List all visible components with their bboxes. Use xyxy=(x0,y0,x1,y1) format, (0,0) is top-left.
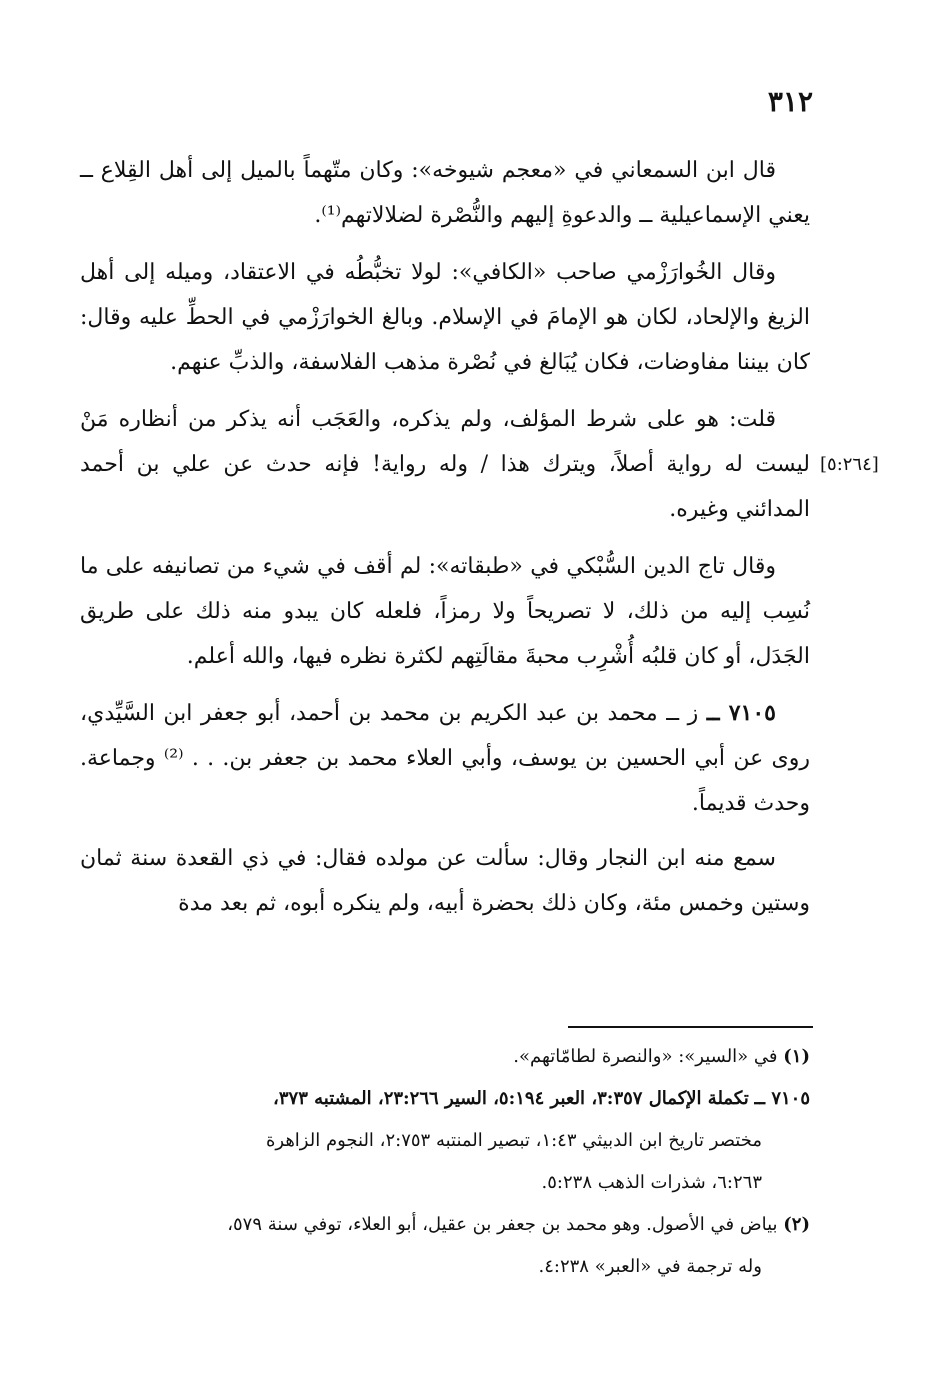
footnote-1 xyxy=(80,1040,810,1074)
margin-reference: [٥:٢٦٤] xyxy=(820,454,879,475)
footnote-2-cont: وله ترجمة في «العبر» ٤:٢٣٨. xyxy=(538,1256,762,1277)
page-number: ٣١٢ xyxy=(767,85,813,118)
paragraph-entry-7105 xyxy=(80,691,810,826)
footnote-sources-marker: ٧١٠٥ ــ xyxy=(754,1088,810,1109)
footnotes xyxy=(80,1040,810,1292)
paragraph-ibn-najjar: سمع منه ابن النجار وقال: سألت عن مولده فقال: في ذي القعدة سنة ثمان وستين وخمس مئة، وكان ذلك بحضرة أبيه، ولم ينكره أبوه، ثم بعد مدة xyxy=(80,846,810,916)
main-text xyxy=(80,148,879,938)
footnote-1-text: في «السير»: «والنصرة لطامّاتهم». xyxy=(513,1046,778,1067)
entry-text: ز ــ محمد بن عبد الكريم بن محمد بن أحمد، أبو جعفر ابن السَّيِّدي، روى عن أبي الحسين بن يوسف، وأبي العلاء محمد بن جعفر بن. . . ⁽²⁾ وجماعة. وحدث قديماً. xyxy=(80,701,810,816)
footnote-sources-cont-1: مختصر تاريخ ابن الدبيثي ١:٤٣، تبصير المنتبه ٢:٧٥٣، النجوم الزاهرة xyxy=(265,1130,762,1151)
paragraph-subki: وقال تاج الدين السُّبْكي في «طبقاته»: لم أقف في شيء من تصانيفه على ما نُسِب إليه من ذلك، لا تصريحاً ولا رمزاً، فلعله كان يبدو منه ذلك على طريق الجَدَل، أو كان قلبُه أُشْرِب محبةَ مقالَتِهم لكثرة نظره فيها، والله أعلم. xyxy=(80,554,810,669)
entry-number: ٧١٠٥ ــ xyxy=(706,700,776,726)
footnote-2 xyxy=(80,1208,810,1242)
paragraph-khwarazmi: وقال الخُوارَزْمي صاحب «الكافي»: لولا تخبُّطُه في الاعتقاد، وميله إلى أهل الزيغ والإلحاد، لكان هو الإمامَ في الإسلام. وبالغ الخوارَزْمي في الحطِّ عليه وقال: كان بيننا مفاوضات، فكان يُبَالغ في نُصْرة مذهب الفلاسفة، والذبِّ عنهم. xyxy=(80,260,810,375)
paragraph-samani: قال ابن السمعاني في «معجم شيوخه»: وكان متّهماً بالميل إلى أهل القِلاع ــ يعني الإسماعيلية ــ والدعوةِ إليهم والنُّصْرة لضلالاتهم⁽¹⁾. xyxy=(80,158,810,228)
paragraph-author-note: قلت: هو على شرط المؤلف، ولم يذكره، والعَجَب أنه يذكر من أنظاره مَنْ ليست له رواية أصلاً، ويترك هذا / وله رواية! فإنه حدث عن علي بن أحمد المدائني وغيره. xyxy=(80,407,810,522)
footnote-1-marker: (١) xyxy=(783,1046,810,1067)
footnote-sources-cont-2: ٦:٢٦٣، شذرات الذهب ٥:٢٣٨. xyxy=(541,1172,762,1193)
footnote-sources-line-1: تكملة الإكمال ٣:٣٥٧، العبر ٥:١٩٤، السير ٢٣:٢٦٦، المشتبه ٣٧٣، xyxy=(273,1088,749,1109)
footnote-sources xyxy=(80,1082,810,1116)
paragraph-author-note-wrap xyxy=(80,397,879,532)
footnote-2-text: بياض في الأصول. وهو محمد بن جعفر بن عقيل، أبو العلاء، توفي سنة ٥٧٩، xyxy=(227,1214,778,1235)
footnote-divider xyxy=(568,1026,813,1028)
footnote-2-marker: (٢) xyxy=(783,1214,810,1235)
